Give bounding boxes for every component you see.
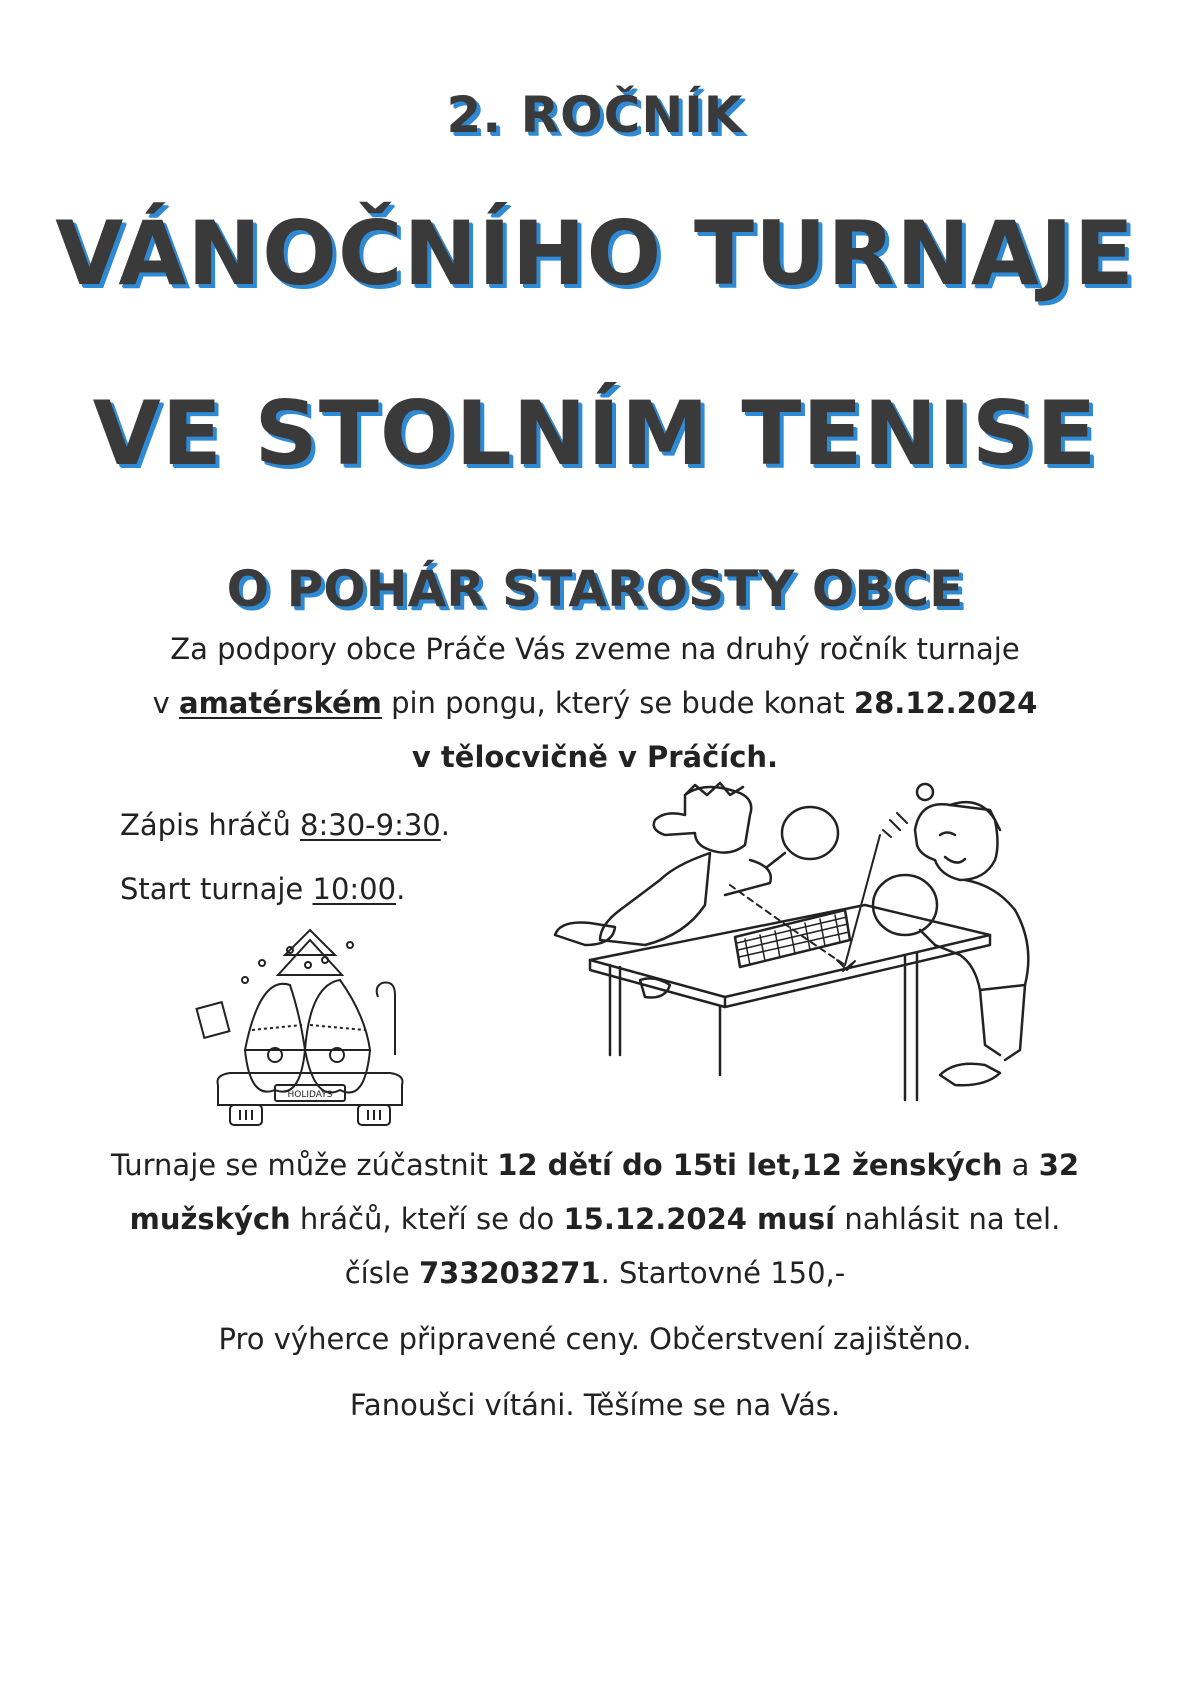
start-end: . bbox=[396, 872, 406, 906]
registration-label: Zápis hráčů bbox=[120, 808, 301, 842]
registration-end: . bbox=[440, 808, 450, 842]
registration-time: 8:30-9:30 bbox=[300, 808, 441, 842]
details-l2-d: nahlásit na tel. bbox=[835, 1202, 1061, 1236]
details-l3-c: . Startovné 150,- bbox=[600, 1256, 846, 1290]
gnomes-car-icon bbox=[190, 925, 430, 1135]
details-l1-c: a bbox=[1002, 1148, 1039, 1182]
details-l2-a: mužských bbox=[129, 1202, 291, 1236]
venue-line: v tělocvičně v Práčích. bbox=[411, 740, 779, 774]
details-l1-b: 12 dětí do 15ti let,12 ženských bbox=[497, 1148, 1003, 1182]
main-title-line1: VÁNOČNÍHO TURNAJE bbox=[55, 202, 1135, 305]
license-plate: HOLIDAYS bbox=[287, 1090, 333, 1100]
details-line2 bbox=[0, 1202, 1190, 1236]
details-l1-a: Turnaje se může zúčastnit bbox=[110, 1148, 498, 1182]
intro-line2-mid: pin pongu, který se bude konat bbox=[381, 686, 854, 720]
intro-line2 bbox=[0, 686, 1190, 720]
start-line bbox=[120, 872, 405, 906]
details-l2-b: hráčů, kteří se do bbox=[290, 1202, 564, 1236]
start-label: Start turnaje bbox=[120, 872, 313, 906]
details-line3 bbox=[0, 1256, 1190, 1290]
details-l3-a: čísle bbox=[344, 1256, 419, 1290]
details-l1-d: 32 bbox=[1038, 1148, 1080, 1182]
table-tennis-players-icon bbox=[545, 775, 1050, 1115]
edition-heading: 2. ROČNÍK bbox=[446, 86, 744, 144]
registration-line bbox=[120, 808, 450, 842]
prizes-line: Pro výherce připravené ceny. Občerstvení zajištěno. bbox=[218, 1322, 972, 1356]
intro-line1: Za podpory obce Práče Vás zveme na druhý ročník turnaje bbox=[170, 632, 1020, 666]
subtitle: O POHÁR STAROSTY OBCE bbox=[226, 560, 964, 618]
intro-line2-prefix: v bbox=[152, 686, 180, 720]
tournament-date: 28.12.2024 bbox=[853, 686, 1038, 720]
main-title-line2: VE STOLNÍM TENISE bbox=[92, 382, 1098, 485]
phone-number: 733203271 bbox=[418, 1256, 601, 1290]
welcome-line: Fanoušci vítáni. Těšíme se na Vás. bbox=[349, 1388, 841, 1422]
amateur-word: amatérském bbox=[179, 686, 382, 720]
details-l2-c: 15.12.2024 musí bbox=[563, 1202, 836, 1236]
details-line1 bbox=[0, 1148, 1190, 1182]
start-time: 10:00 bbox=[312, 872, 397, 906]
